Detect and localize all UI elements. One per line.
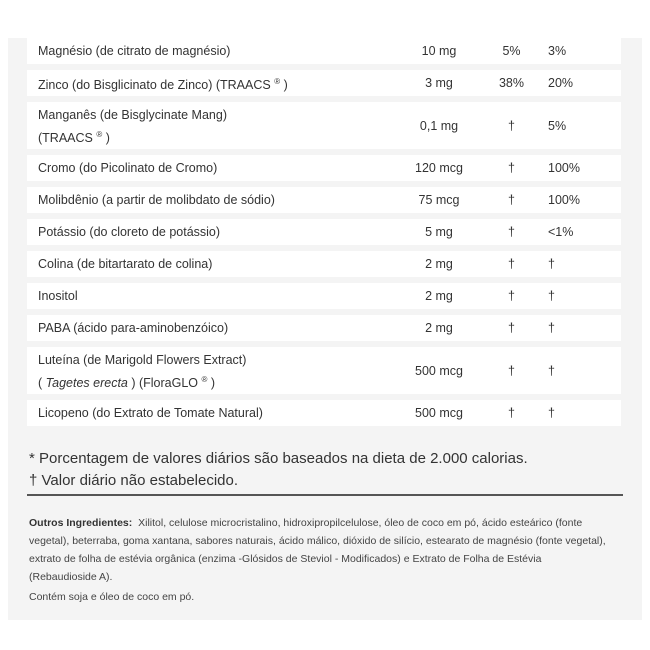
nutrient-dv-2: † <box>548 321 555 335</box>
nutrient-amount: 2 mg <box>425 321 453 335</box>
nutrient-dv-1: † <box>508 225 515 239</box>
nutrient-amount: 500 mcg <box>415 406 463 420</box>
nutrient-dv-2: † <box>548 289 555 303</box>
nutrient-dv-1: † <box>508 406 515 420</box>
nutrient-amount: 120 mcg <box>415 161 463 175</box>
nutrient-name: Cromo (do Picolinato de Cromo) <box>38 161 218 175</box>
table-row <box>27 400 621 426</box>
nutrient-dv-1: † <box>508 161 515 175</box>
botanical-name: Tagetes erecta <box>45 376 128 390</box>
table-row <box>27 251 621 277</box>
nutrient-name: Potássio (do cloreto de potássio) <box>38 225 221 239</box>
nutrient-dv-2: † <box>548 257 555 271</box>
nutrient-amount: 5 mg <box>425 225 453 239</box>
nutrient-dv-1: † <box>508 321 515 335</box>
nutrient-name: Licopeno (do Extrato de Tomate Natural) <box>38 406 263 420</box>
nutrient-dv-1: † <box>508 363 515 378</box>
nutrient-dv-1: † <box>508 193 515 207</box>
registered-mark: ® <box>96 130 103 139</box>
table-row <box>27 283 621 309</box>
footnotes <box>29 448 528 492</box>
nutrient-dv-2: <1% <box>548 225 574 239</box>
nutrient-amount: 3 mg <box>425 76 453 90</box>
nutrient-name: Zinco (do Bisglicinato de Zinco) (TRAACS ® ) <box>38 76 288 92</box>
table-row <box>27 347 621 394</box>
divider <box>27 494 623 496</box>
nutrient-amount: 2 mg <box>425 257 453 271</box>
table-row <box>27 70 621 96</box>
table-row <box>27 102 621 149</box>
nutrient-amount: 2 mg <box>425 289 453 303</box>
registered-mark: ® <box>201 375 208 384</box>
not-established-note: † Valor diário não estabelecido. <box>29 472 239 489</box>
nutrient-amount: 0,1 mg <box>419 118 459 133</box>
nutrient-dv-2: † <box>548 406 555 420</box>
nutrient-amount: 500 mcg <box>415 363 463 378</box>
nutrient-name: Magnésio (de citrato de magnésio) <box>38 44 231 58</box>
daily-value-note: * Porcentagem de valores diários são baseados na dieta de 2.000 calorias. <box>29 450 528 467</box>
nutrient-dv-2: 100% <box>548 193 580 207</box>
supplement-facts-panel <box>8 38 642 620</box>
ingredients-text: Xilitol, celulose microcristalino, hidroxipropilcelulose, óleo de coco em pó, ácido esteárico (fonte vegetal), beterraba, goma xantana, sabores naturais, ácido málico, dióxido de silício, estearato de magnésio (fonte vegetal), extrato de folha de estévia orgânica (enzima -Glósidos de Steviol - Modificados) e Extrato de Folha de Estévia (Rebaudioside A). <box>29 517 606 583</box>
table-row <box>27 219 621 245</box>
nutrient-dv-1: † <box>508 118 515 133</box>
registered-mark: ® <box>274 76 281 86</box>
table-row <box>27 155 621 181</box>
nutrient-dv-1: † <box>508 289 515 303</box>
table-row <box>27 38 621 64</box>
nutrient-dv-2: 100% <box>548 161 580 175</box>
nutrient-name: Manganês (de Bisglycinate Mang) (TRAACS ® ) <box>38 108 227 145</box>
nutrient-dv-1: 5% <box>502 44 521 58</box>
nutrient-amount: 75 mcg <box>418 193 460 207</box>
allergen-note: Contém soja e óleo de coco em pó. <box>29 591 195 603</box>
ingredients-label: Outros Ingredientes: <box>29 517 133 529</box>
nutrient-name: Colina (de bitartarato de colina) <box>38 257 213 271</box>
nutrient-name: PABA (ácido para-aminobenzóico) <box>38 321 229 335</box>
table-row <box>27 187 621 213</box>
nutrient-dv-1: † <box>508 257 515 271</box>
nutrient-dv-2: 3% <box>548 44 567 58</box>
nutrient-dv-2: † <box>548 363 555 378</box>
other-ingredients <box>29 514 609 586</box>
nutrient-dv-2: 5% <box>548 118 567 133</box>
nutrient-name: Molibdênio (a partir de molibdato de sódio) <box>38 193 275 207</box>
table-row <box>27 315 621 341</box>
nutrient-dv-2: 20% <box>548 76 574 90</box>
nutrient-dv-1: 38% <box>498 76 525 90</box>
nutrient-table <box>27 38 621 426</box>
nutrient-name: Luteína (de Marigold Flowers Extract) ( Tagetes erecta ) (FloraGLO ® ) <box>38 353 247 390</box>
nutrient-name: Inositol <box>38 289 78 303</box>
nutrient-amount: 10 mg <box>421 44 457 58</box>
